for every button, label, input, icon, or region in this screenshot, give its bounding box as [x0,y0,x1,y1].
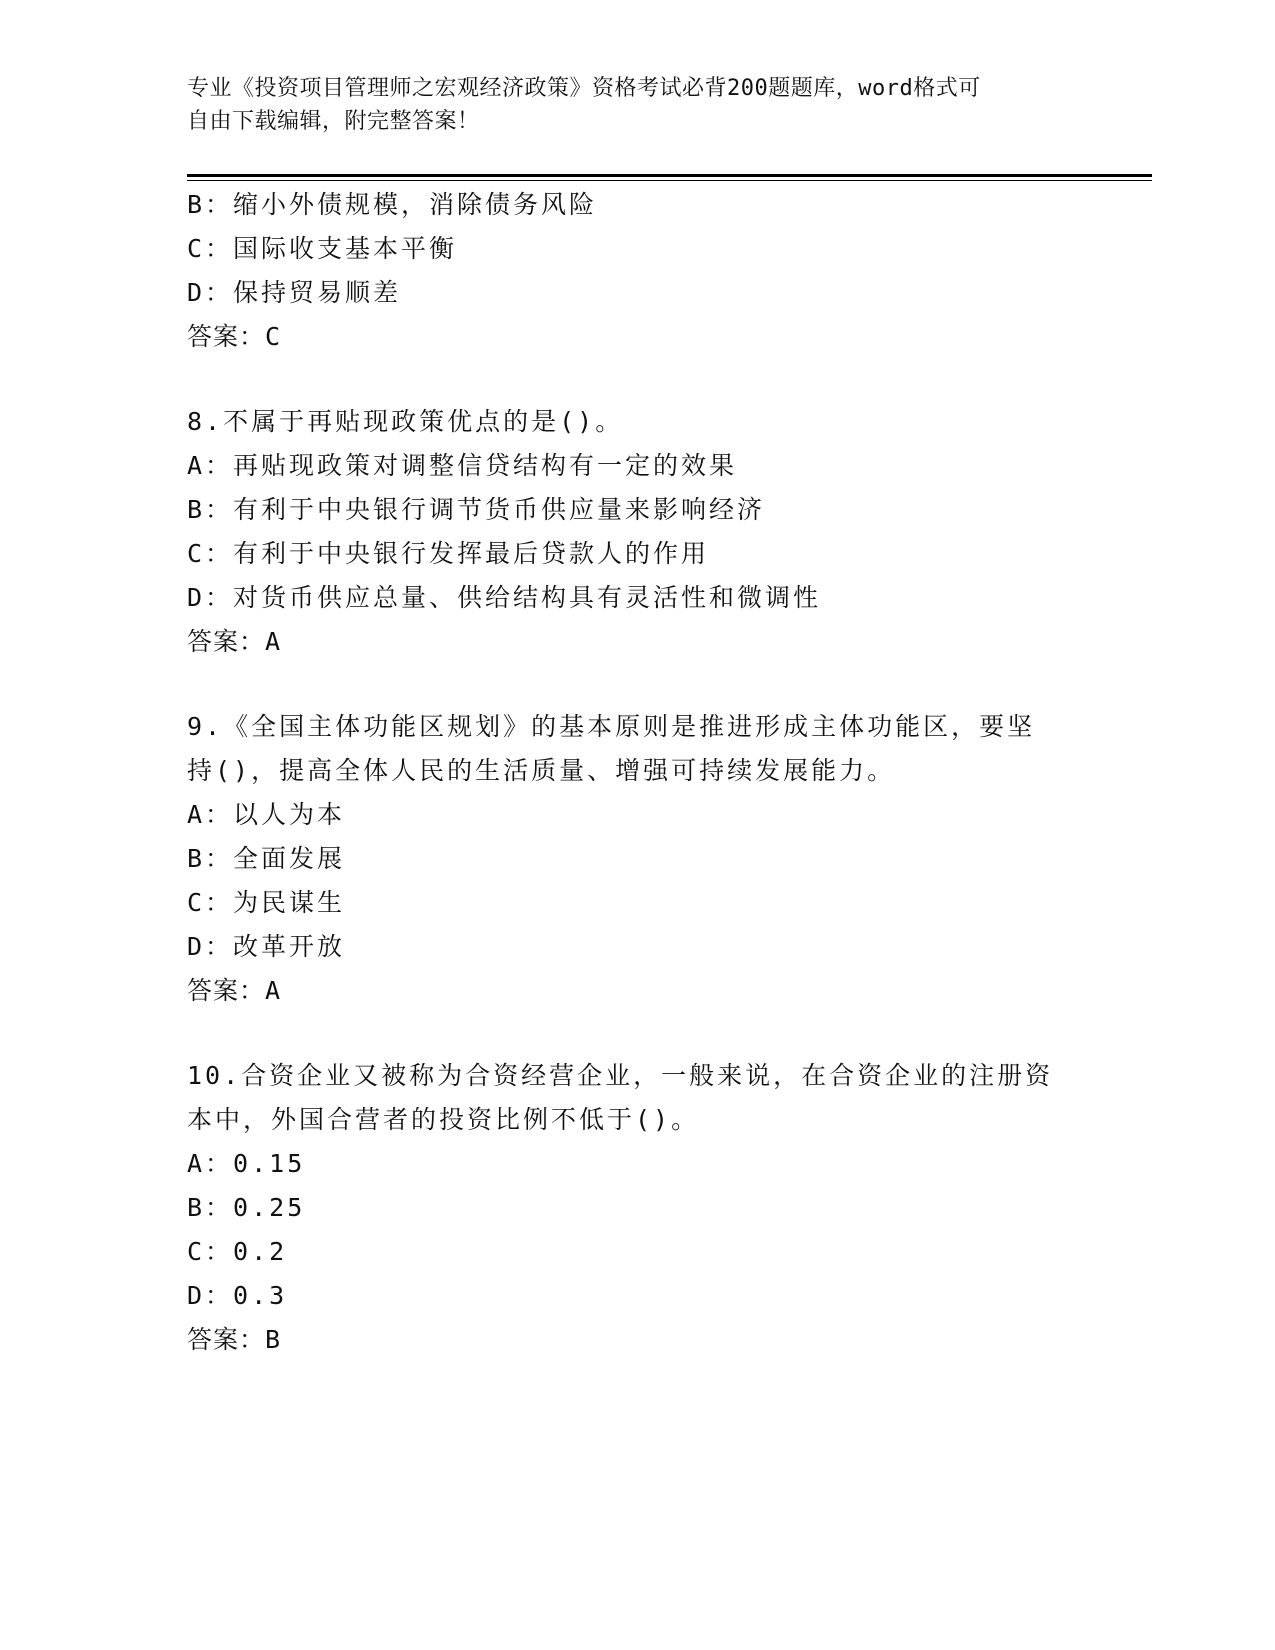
q10-option-a: A：0.15 [187,1149,306,1178]
q8-option-d: D：对货币供应总量、供给结构具有灵活性和微调性 [187,583,822,612]
q9-option-b: B：全面发展 [187,844,346,873]
q9-option-a: A：以人为本 [187,800,346,829]
header-line-2: 自由下载编辑，附完整答案！ [187,109,480,134]
q10-option-c: C：0.2 [187,1237,288,1266]
q9-option-c: C：为民谋生 [187,888,346,917]
header-divider-thick [187,174,1152,177]
q8-option-b: B：有利于中央银行调节货币供应量来影响经济 [187,495,766,524]
q10-stem-line-2: 本中，外国合营者的投资比例不低于()。 [187,1105,700,1134]
q8-answer: 答案：A [187,627,282,656]
q7-option-d: D：保持贸易顺差 [187,278,402,307]
q9-stem-line-1: 9.《全国主体功能区规划》的基本原则是推进形成主体功能区，要坚 [187,712,1036,741]
header-divider-thin [187,180,1152,181]
q9-stem-line-2: 持()，提高全体人民的生活质量、增强可持续发展能力。 [187,756,896,785]
header-line-1: 专业《投资项目管理师之宏观经济政策》资格考试必背200题题库，word格式可 [187,76,981,101]
q7-answer: 答案：C [187,322,282,351]
q8-option-c: C：有利于中央银行发挥最后贷款人的作用 [187,539,710,568]
q7-option-c: C：国际收支基本平衡 [187,234,458,263]
q8-option-a: A：再贴现政策对调整信贷结构有一定的效果 [187,451,738,480]
q9-answer: 答案：A [187,976,282,1005]
q8-stem: 8.不属于再贴现政策优点的是()。 [187,407,624,436]
q10-option-b: B：0.25 [187,1193,306,1222]
q10-stem-line-1: 10.合资企业又被称为合资经营企业，一般来说，在合资企业的注册资 [187,1061,1054,1090]
q10-option-d: D：0.3 [187,1281,288,1310]
q9-option-d: D：改革开放 [187,932,346,961]
q7-option-b: B：缩小外债规模，消除债务风险 [187,190,598,219]
q10-answer: 答案：B [187,1325,282,1354]
document-header [187,72,1067,138]
